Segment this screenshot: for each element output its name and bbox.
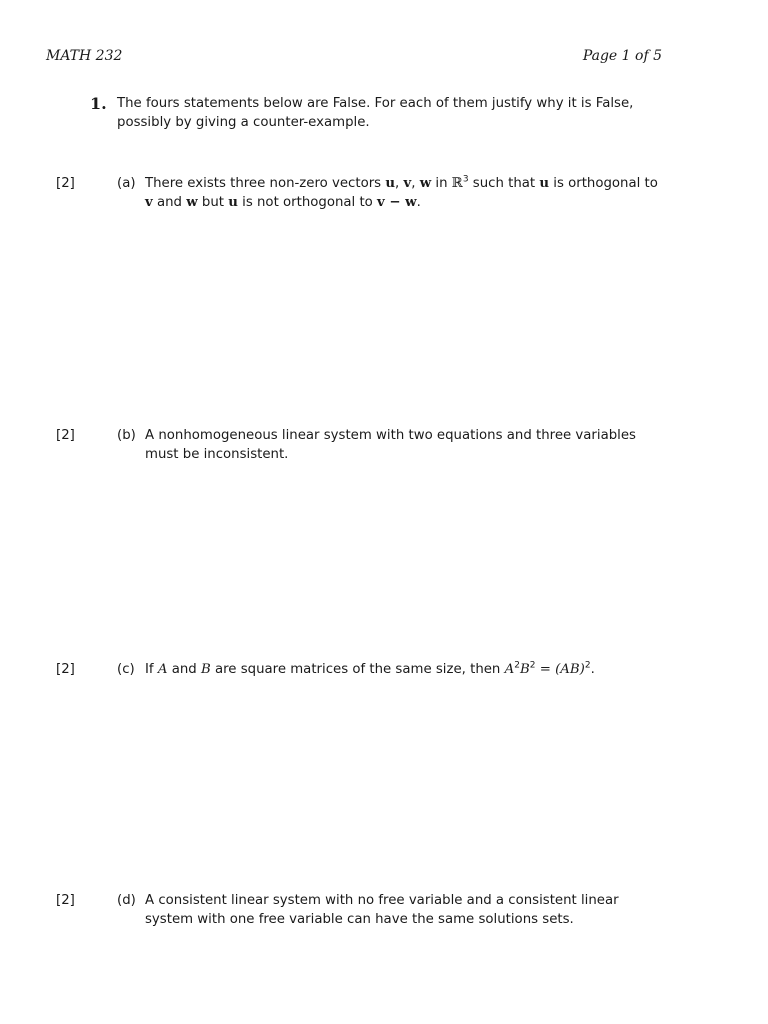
part-marks: [2] <box>56 893 75 908</box>
text-segment: There exists three non-zero vectors <box>145 176 382 191</box>
question-number: 1. <box>90 94 107 113</box>
math-exponent: 2 <box>514 660 520 671</box>
math-expression: (AB) <box>555 662 585 677</box>
part-label: (c) <box>117 662 135 677</box>
punctuation: , <box>411 176 416 191</box>
text-segment: is orthogonal to <box>553 176 658 191</box>
math-equals: = <box>539 662 551 677</box>
math-exponent: 3 <box>462 174 469 185</box>
text-segment: but <box>201 195 225 210</box>
text-segment: such that <box>472 176 536 191</box>
part-text <box>145 174 665 212</box>
math-vector: v <box>403 176 412 191</box>
page-number: Page 1 of 5 <box>582 48 662 64</box>
part-label: (b) <box>117 428 136 443</box>
punctuation: . <box>416 195 421 210</box>
text-segment: and <box>156 195 182 210</box>
part-marks: [2] <box>56 428 75 443</box>
math-vector: w <box>186 195 198 210</box>
page-header <box>46 48 662 68</box>
text-segment: in <box>435 176 448 191</box>
course-code: MATH 232 <box>46 48 123 64</box>
math-vector: u <box>228 195 238 210</box>
punctuation: , <box>395 176 400 191</box>
math-matrix: A <box>504 662 515 677</box>
question-1 <box>90 94 662 132</box>
math-matrix: B <box>519 662 530 677</box>
text-segment: are square matrices of the same size, then <box>214 662 501 677</box>
math-vector: w <box>419 176 432 191</box>
part-text <box>145 660 665 679</box>
math-set: ℝ <box>451 176 463 191</box>
part-text: A nonhomogeneous linear system with two equations and three variables must be inconsistent. <box>145 428 636 462</box>
math-matrix: A <box>157 662 168 677</box>
part-marks: [2] <box>56 662 75 677</box>
text-segment: If <box>145 662 154 677</box>
part-text: A consistent linear system with no free variable and a consistent linear system with one free variable can have the same solutions sets. <box>145 893 619 927</box>
part-marks: [2] <box>56 176 75 191</box>
math-vector: u <box>385 176 396 191</box>
part-label: (a) <box>117 176 136 191</box>
text-segment: and <box>171 662 197 677</box>
math-vector: v <box>145 195 153 210</box>
punctuation: . <box>590 662 595 677</box>
text-segment: is not orthogonal to <box>242 195 373 210</box>
math-matrix: B <box>200 662 211 677</box>
math-exponent: 2 <box>584 660 591 671</box>
math-exponent: 2 <box>529 660 536 671</box>
part-label: (d) <box>117 893 136 908</box>
question-text: The fours statements below are False. For each of them justify why it is False, possibly by giving a counter-example. <box>117 96 634 130</box>
math-expression: v − w <box>377 195 417 210</box>
math-vector: u <box>539 176 550 191</box>
